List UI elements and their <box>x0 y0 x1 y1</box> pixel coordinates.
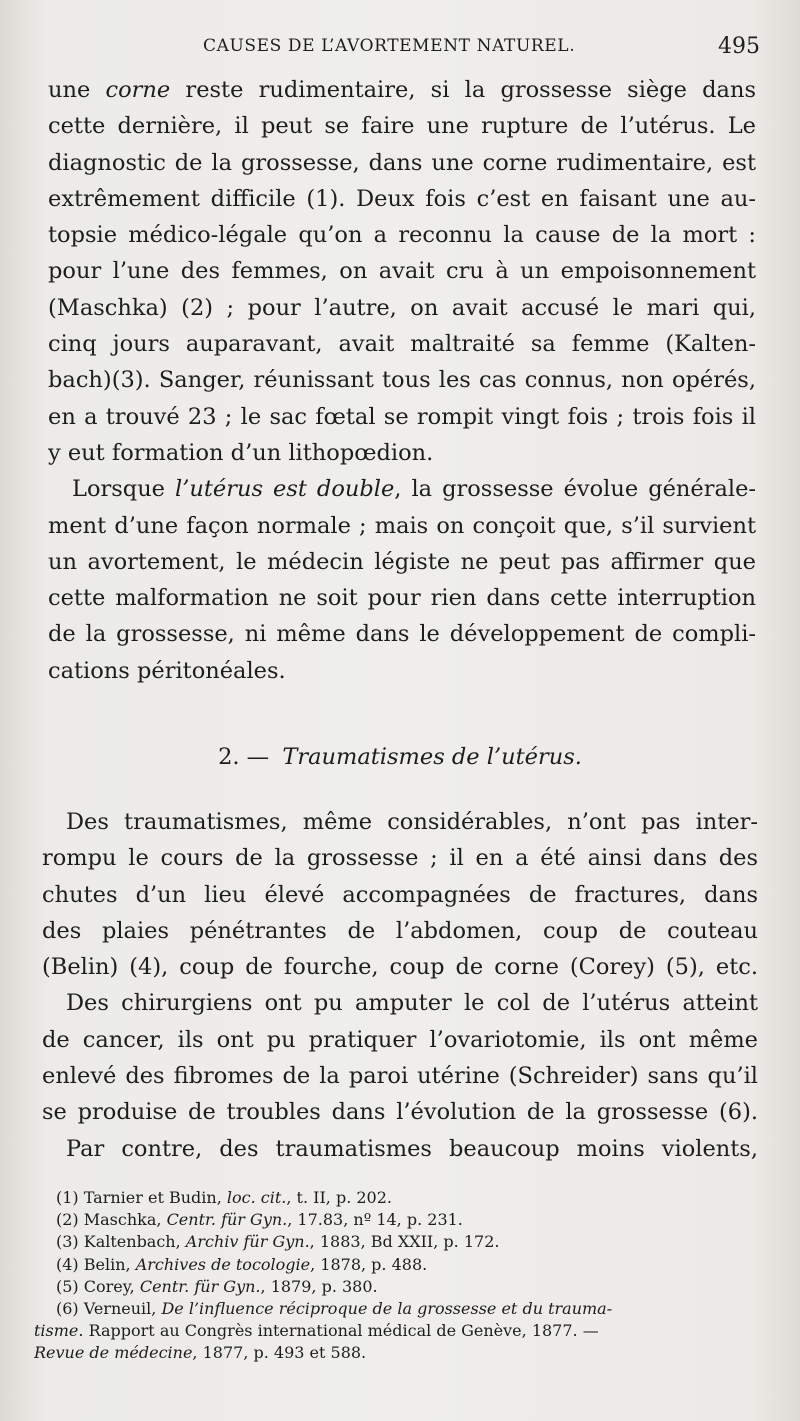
text-line: Des chirurgiens ont pu amputer le col de l’utérus atteint <box>66 990 758 1017</box>
section-number: 2. — <box>218 744 270 770</box>
text-line: en a trouvé 23 ; le sac fœtal se rompit vingt fois ; trois fois il <box>48 403 756 430</box>
text-line: chutes d’un lieu élevé accompagnées de fractures, dans <box>42 881 758 908</box>
text-line: extrêmement difficile (1). Deux fois c’est en faisant une au- <box>48 185 756 212</box>
paragraph-uterus-double <box>48 471 756 689</box>
text-line: (Belin) (4), coup de fourche, coup de corne (Corey) (5), etc. <box>42 954 758 981</box>
text-line: cations péritonéales. <box>48 657 286 684</box>
paragraph-corne-rudimentaire <box>48 72 756 471</box>
page-number: 495 <box>718 34 760 59</box>
footnote-6: (6) Verneuil, De l’influence réciproque de la grossesse et du trauma- <box>56 1298 613 1318</box>
paragraph-traumatismes <box>42 804 758 985</box>
footnote-6-continuation: Revue de médecine, 1877, p. 493 et 588. <box>34 1343 367 1363</box>
footnote-5: (5) Corey, Centr. für Gyn., 1879, p. 380. <box>56 1276 378 1296</box>
text-line: (Maschka) (2) ; pour l’autre, on avait accusé le mari qui, <box>48 294 756 321</box>
footnotes <box>34 1187 756 1365</box>
footnote-3: (3) Kaltenbach, Archiv für Gyn., 1883, Bd XXII, p. 172. <box>56 1232 500 1252</box>
section-text <box>42 804 758 1167</box>
text-line: cette dernière, il peut se faire une rupture de l’utérus. Le <box>48 113 756 140</box>
text-line: pour l’une des femmes, on avait cru à un empoisonnement <box>48 258 756 285</box>
footnote-2: (2) Maschka, Centr. für Gyn., 17.83, nº 14, p. 231. <box>56 1210 463 1230</box>
text-line: une corne reste rudimentaire, si la grossesse siège dans <box>48 77 756 103</box>
main-text <box>48 72 756 689</box>
text-line: diagnostic de la grossesse, dans une corne rudimentaire, est <box>48 149 756 176</box>
footnote-6-continuation: tisme. Rapport au Congrès international médical de Genève, 1877. — <box>34 1321 599 1341</box>
section-title-text: Traumatismes de l’utérus. <box>282 744 582 770</box>
footnote-4: (4) Belin, Archives de tocologie, 1878, p. 488. <box>56 1254 428 1274</box>
paragraph-par-contre <box>42 1131 758 1167</box>
page-header <box>48 34 768 64</box>
text-line: topsie médico-légale qu’on a reconnu la cause de la mort : <box>48 222 756 249</box>
text-line: de cancer, ils ont pu pratiquer l’ovariotomie, ils ont même <box>42 1026 758 1053</box>
text-line: enlevé des fibromes de la paroi utérine (Schreider) sans qu’il <box>42 1063 758 1090</box>
text-line: Par contre, des traumatismes beaucoup moins violents, <box>66 1135 758 1162</box>
text-line: y eut formation d’un lithopœdion. <box>48 439 434 466</box>
text-line: rompu le cours de la grossesse ; il en a été ainsi dans des <box>42 845 758 872</box>
text-line: cinq jours auparavant, avait maltraité sa femme (Kalten- <box>48 331 756 358</box>
footnote-1: (1) Tarnier et Budin, loc. cit., t. II, p. 202. <box>56 1188 392 1207</box>
text-line: de la grossesse, ni même dans le développement de compli- <box>48 621 756 648</box>
running-head: CAUSES DE L’AVORTEMENT NATUREL. <box>203 36 576 56</box>
text-line: un avortement, le médecin légiste ne peut pas affirmer que <box>48 548 756 575</box>
text-line: Des traumatismes, même considérables, n’ont pas inter- <box>66 809 758 835</box>
text-line: des plaies pénétrantes de l’abdomen, coup de couteau <box>42 917 758 944</box>
section-heading <box>0 744 800 770</box>
text-line: cette malformation ne soit pour rien dans cette interruption <box>48 585 756 612</box>
text-line: Lorsque l’utérus est double, la grossesse évolue générale- <box>72 476 756 503</box>
paragraph-chirurgiens <box>42 985 758 1130</box>
text-line: ment d’une façon normale ; mais on conçoit que, s’il survient <box>48 512 756 539</box>
text-line: bach)(3). Sanger, réunissant tous les cas connus, non opérés, <box>48 367 756 394</box>
text-line: se produise de troubles dans l’évolution de la grossesse (6). <box>42 1099 758 1126</box>
